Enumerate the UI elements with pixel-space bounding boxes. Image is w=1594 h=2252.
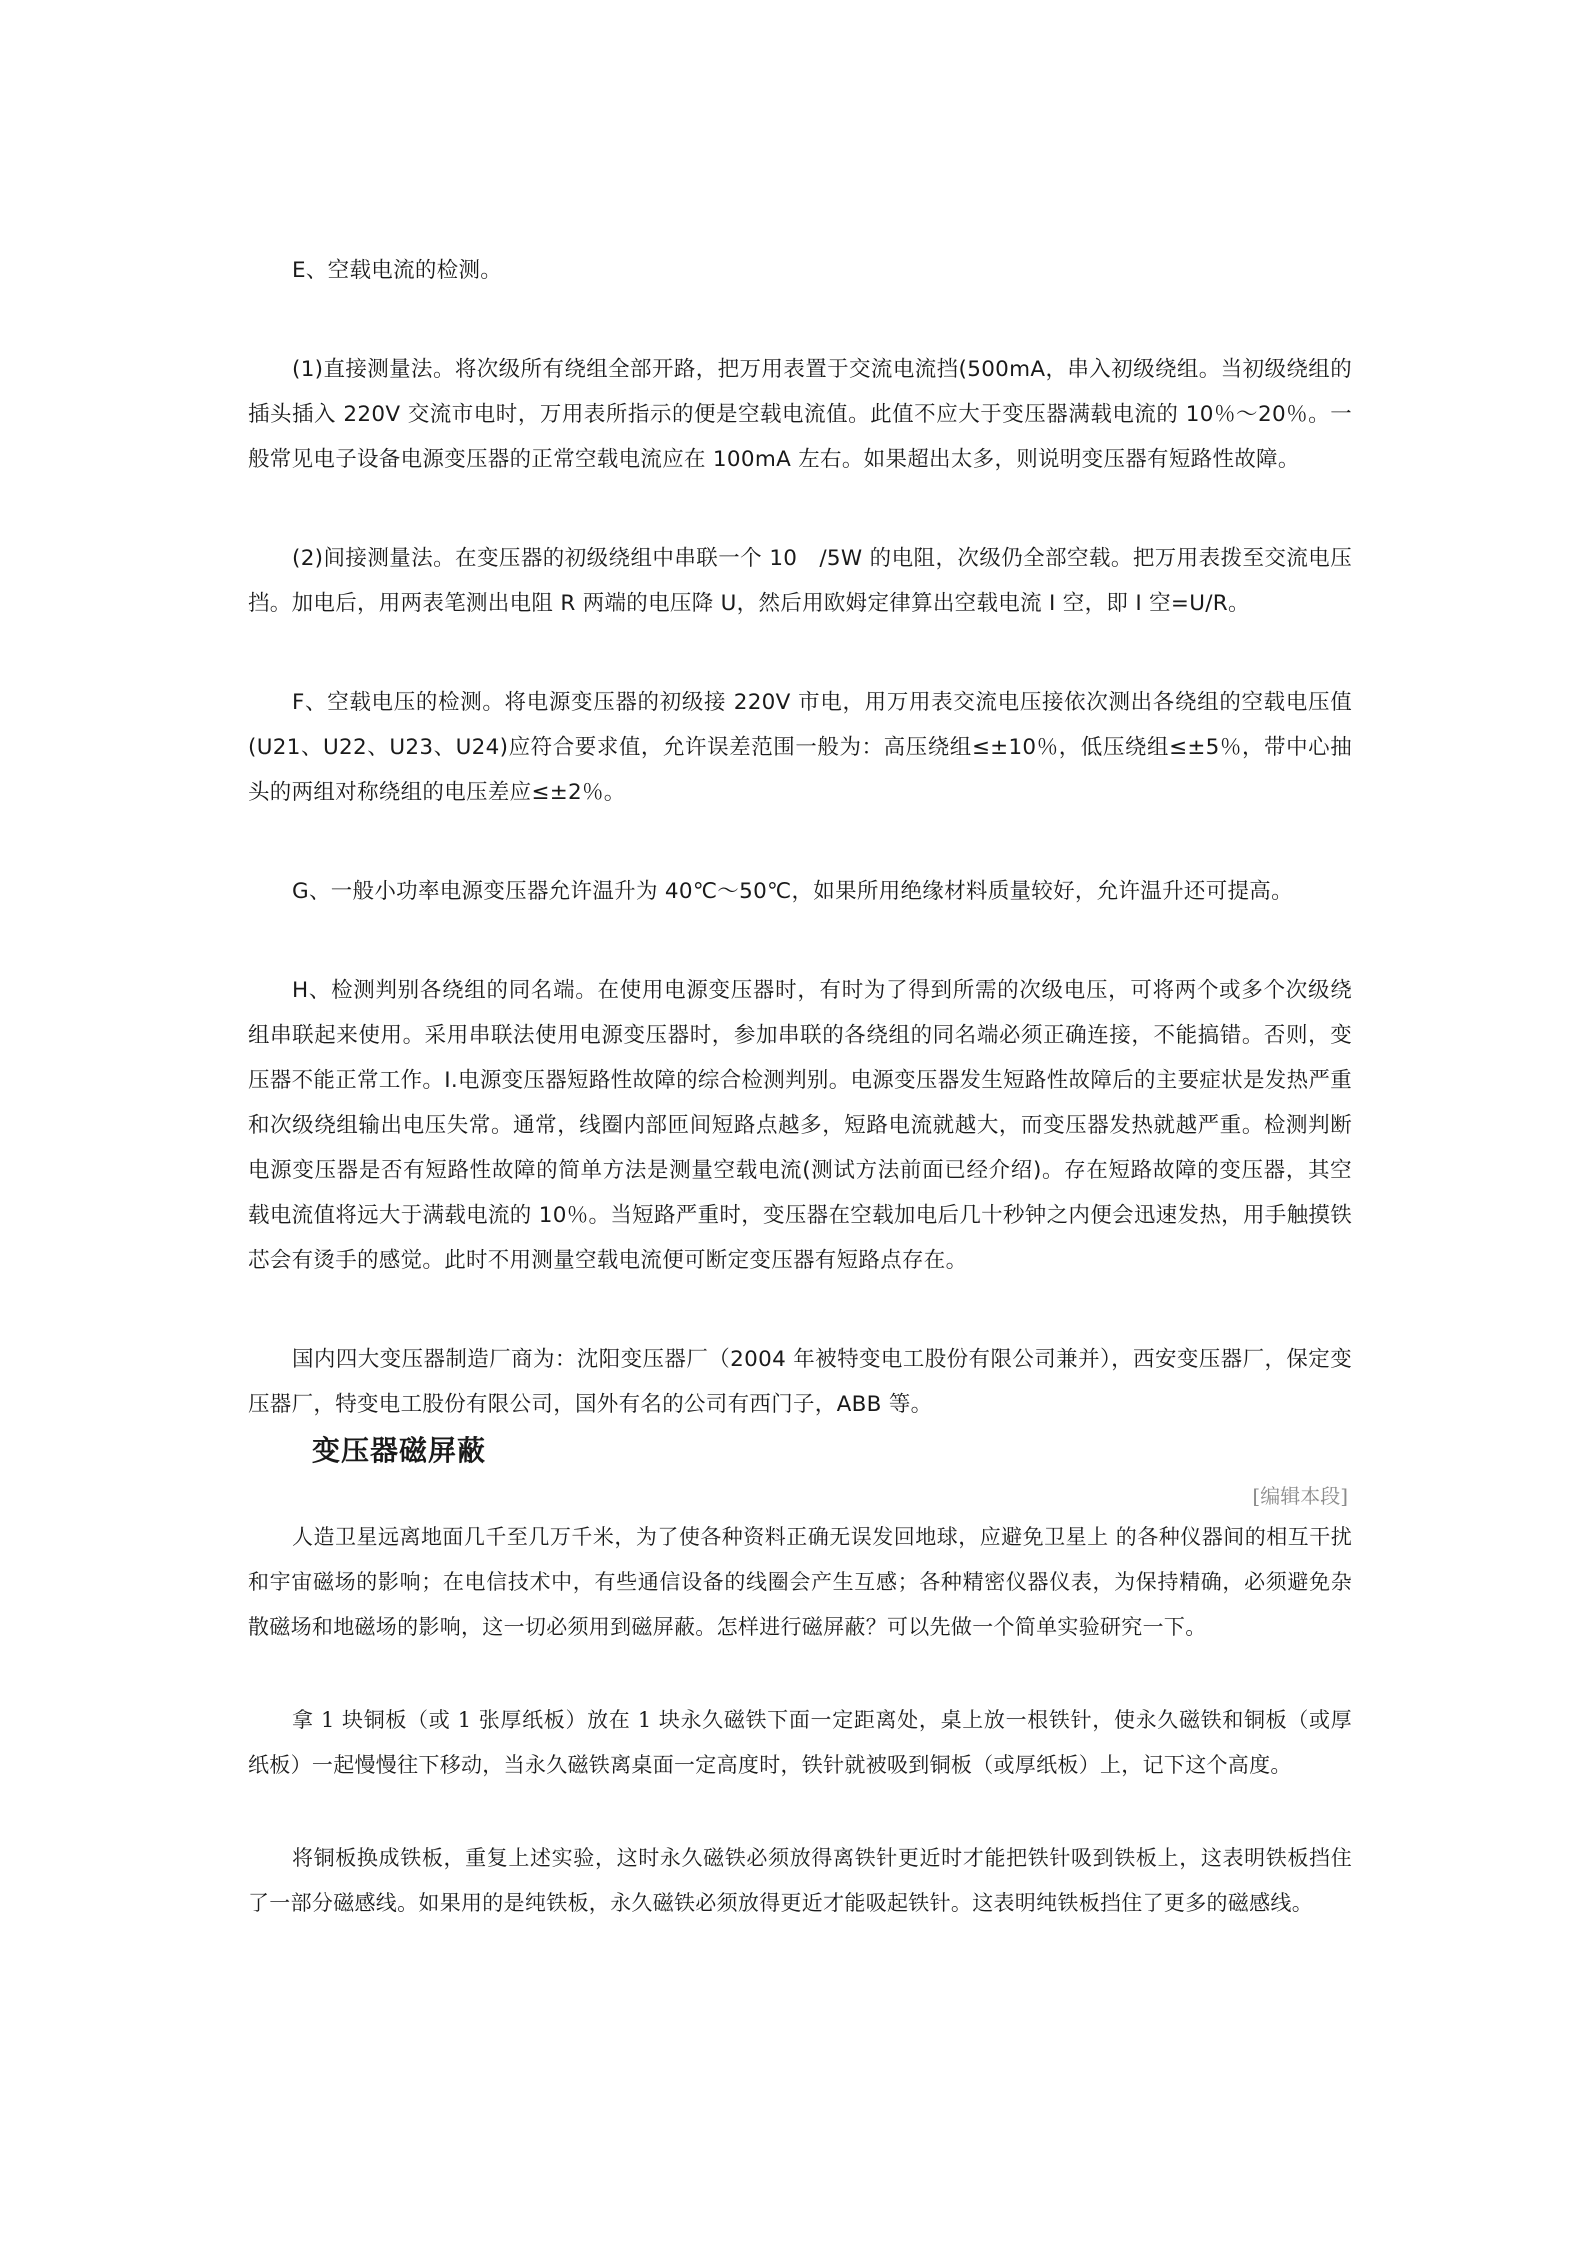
paragraph-direct-measurement: (1)直接测量法。将次级所有绕组全部开路，把万用表置于交流电流挡(500mA，串入初级绕组。当初级绕组的插头插入 220V 交流市电时，万用表所指示的便是空载电流值。此值不应大于变压器满载电流的 10％～20％。一般常见电子设备电源变压器的正常空载电流应在 100mA 左右。如果超出太多，则说明变压器有短路性故障。 [248,357,1352,472]
shielding-heading-block [248,1429,1352,1481]
paragraph-manufacturers: 国内四大变压器制造厂商为：沈阳变压器厂（2004 年被特变电工股份有限公司兼并），西安变压器厂，保定变压器厂，特变电工股份有限公司，国外有名的公司有西门子，ABB 等。 [248,1347,1352,1417]
paragraph-shielding-intro: 人造卫星远离地面几千至几万千米，为了使各种资料正确无误发回地球，应避免卫星上 的各种仪器间的相互干扰和宇宙磁场的影响；在电信技术中，有些通信设备的线圈会产生互感；各种精密仪器仪表，为保持精确，必须避免杂散磁场和地磁场的影响，这一切必须用到磁屏蔽。怎样进行磁屏蔽？可以先做一个简单实验研究一下。 [248,1525,1352,1639]
paragraph-no-load-voltage: F、空载电压的检测。将电源变压器的初级接 220V 市电，用万用表交流电压接依次测出各绕组的空载电压值(U21、U22、U23、U24)应符合要求值，允许误差范围一般为：高压绕组≤±10％，低压绕组≤±5％，带中心抽头的两组对称绕组的电压差应≤±2％。 [248,690,1352,805]
paragraph-indirect-measurement: (2)间接测量法。在变压器的初级绕组中串联一个 10 /5W 的电阻，次级仍全部空载。把万用表拨至交流电压挡。加电后，用两表笔测出电阻 R 两端的电压降 U，然后用欧姆定律算出空载电流 I 空，即 I 空=U/R。 [248,546,1352,616]
paragraph-iron-plate: 将铜板换成铁板，重复上述实验，这时永久磁铁必须放得离铁针更近时才能把铁针吸到铁板上，这表明铁板挡住了一部分磁感线。如果用的是纯铁板，永久磁铁必须放得更近才能吸起铁针。这表明纯铁板挡住了更多的磁感线。 [248,1846,1352,1915]
section-e-title: E、空载电流的检测。 [292,258,503,283]
paragraph-copper-experiment: 拿 1 块铜板（或 1 张厚纸板）放在 1 块永久磁铁下面一定距离处，桌上放一根铁针，使永久磁铁和铜板（或厚纸板）一起慢慢往下移动，当永久磁铁离桌面一定高度时，铁针就被吸到铜板（或厚纸板）上，记下这个高度。 [248,1708,1352,1777]
document-body [248,248,1352,1926]
paragraph-temperature-rise: G、一般小功率电源变压器允许温升为 40℃～50℃，如果所用绝缘材料质量较好，允许温升还可提高。 [292,879,1293,904]
paragraph-same-name-terminal: H、检测判别各绕组的同名端。在使用电源变压器时，有时为了得到所需的次级电压，可将两个或多个次级绕组串联起来使用。采用串联法使用电源变压器时，参加串联的各绕组的同名端必须正确连接，不能搞错。否则，变压器不能正常工作。I.电源变压器短路性故障的综合检测判别。电源变压器发生短路性故障后的主要症状是发热严重和次级绕组输出电压失常。通常，线圈内部匝间短路点越多，短路电流就越大，而变压器发热就越严重。检测判断电源变压器是否有短路性故障的简单方法是测量空载电流(测试方法前面已经介绍)。存在短路故障的变压器，其空载电流值将远大于满载电流的 10％。当短路严重时，变压器在空载加电后几十秒钟之内便会迅速发热，用手触摸铁芯会有烫手的感觉。此时不用测量空载电流便可断定变压器有短路点存在。 [248,978,1352,1273]
edit-section-link[interactable]: [编辑本段] [1252,1484,1348,1508]
section-heading: 变压器磁屏蔽 [312,1434,487,1467]
